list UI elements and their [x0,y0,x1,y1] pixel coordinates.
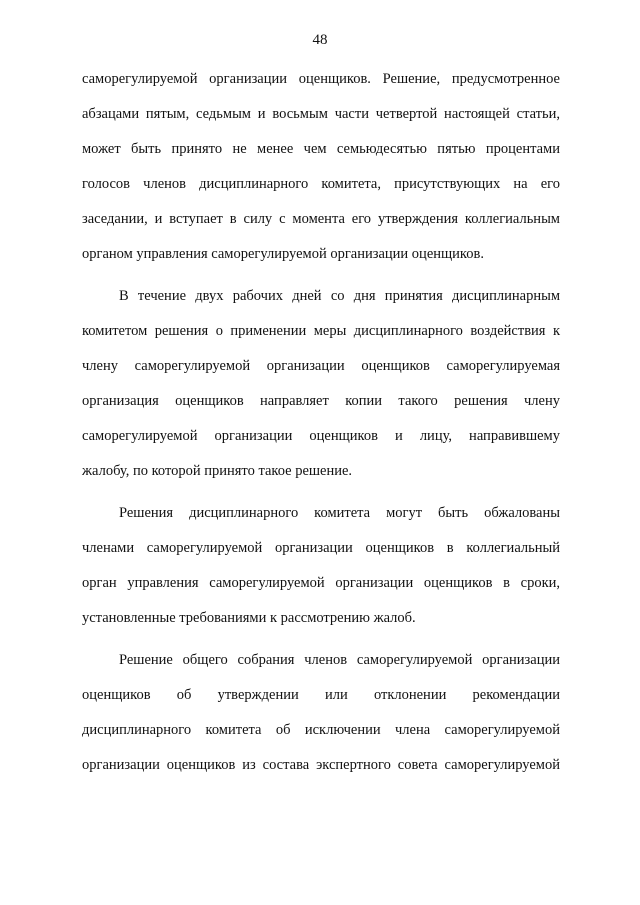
paragraph-2 [82,285,560,495]
text-line: орган управления саморегулируемой организации оценщиков в сроки, [82,575,560,591]
text-line: В течение двух рабочих дней со дня принятия дисциплинарным [119,288,560,304]
text-line: комитетом решения о применении меры дисциплинарного воздействия к [82,323,560,339]
text-line: голосов членов дисциплинарного комитета, присутствующих на его [82,176,560,192]
text-line: абзацами пятым, седьмым и восьмым части четвертой настоящей статьи, [82,106,560,122]
text-line: дисциплинарного комитета об исключении члена саморегулируемой [82,722,560,738]
text-line: Решения дисциплинарного комитета могут быть обжалованы [119,505,560,521]
text-line: организация оценщиков направляет копии такого решения члену [82,393,560,409]
text-line: саморегулируемой организации оценщиков. Решение, предусмотренное [82,71,560,87]
text-line: жалобу, по которой принято такое решение. [82,463,353,479]
page-number: 48 [312,32,328,48]
text-line: Решение общего собрания членов саморегулируемой организации [119,652,560,668]
paragraph-1 [82,68,560,278]
document-body [82,68,560,796]
paragraph-3 [82,502,560,642]
text-line: члену саморегулируемой организации оценщиков саморегулируемая [82,358,560,374]
text-line: организации оценщиков из состава экспертного совета саморегулируемой [82,757,560,773]
text-line: членами саморегулируемой организации оценщиков в коллегиальный [82,540,560,556]
paragraph-4 [82,649,560,789]
text-line: саморегулируемой организации оценщиков и лицу, направившему [82,428,560,444]
text-line: установленные требованиями к рассмотрению жалоб. [82,610,416,626]
text-line: заседании, и вступает в силу с момента его утверждения коллегиальным [82,211,560,227]
text-line: может быть принято не менее чем семьюдесятью пятью процентами [82,141,560,157]
text-line: оценщиков об утверждении или отклонении рекомендации [82,687,560,703]
text-line: органом управления саморегулируемой организации оценщиков. [82,246,484,262]
